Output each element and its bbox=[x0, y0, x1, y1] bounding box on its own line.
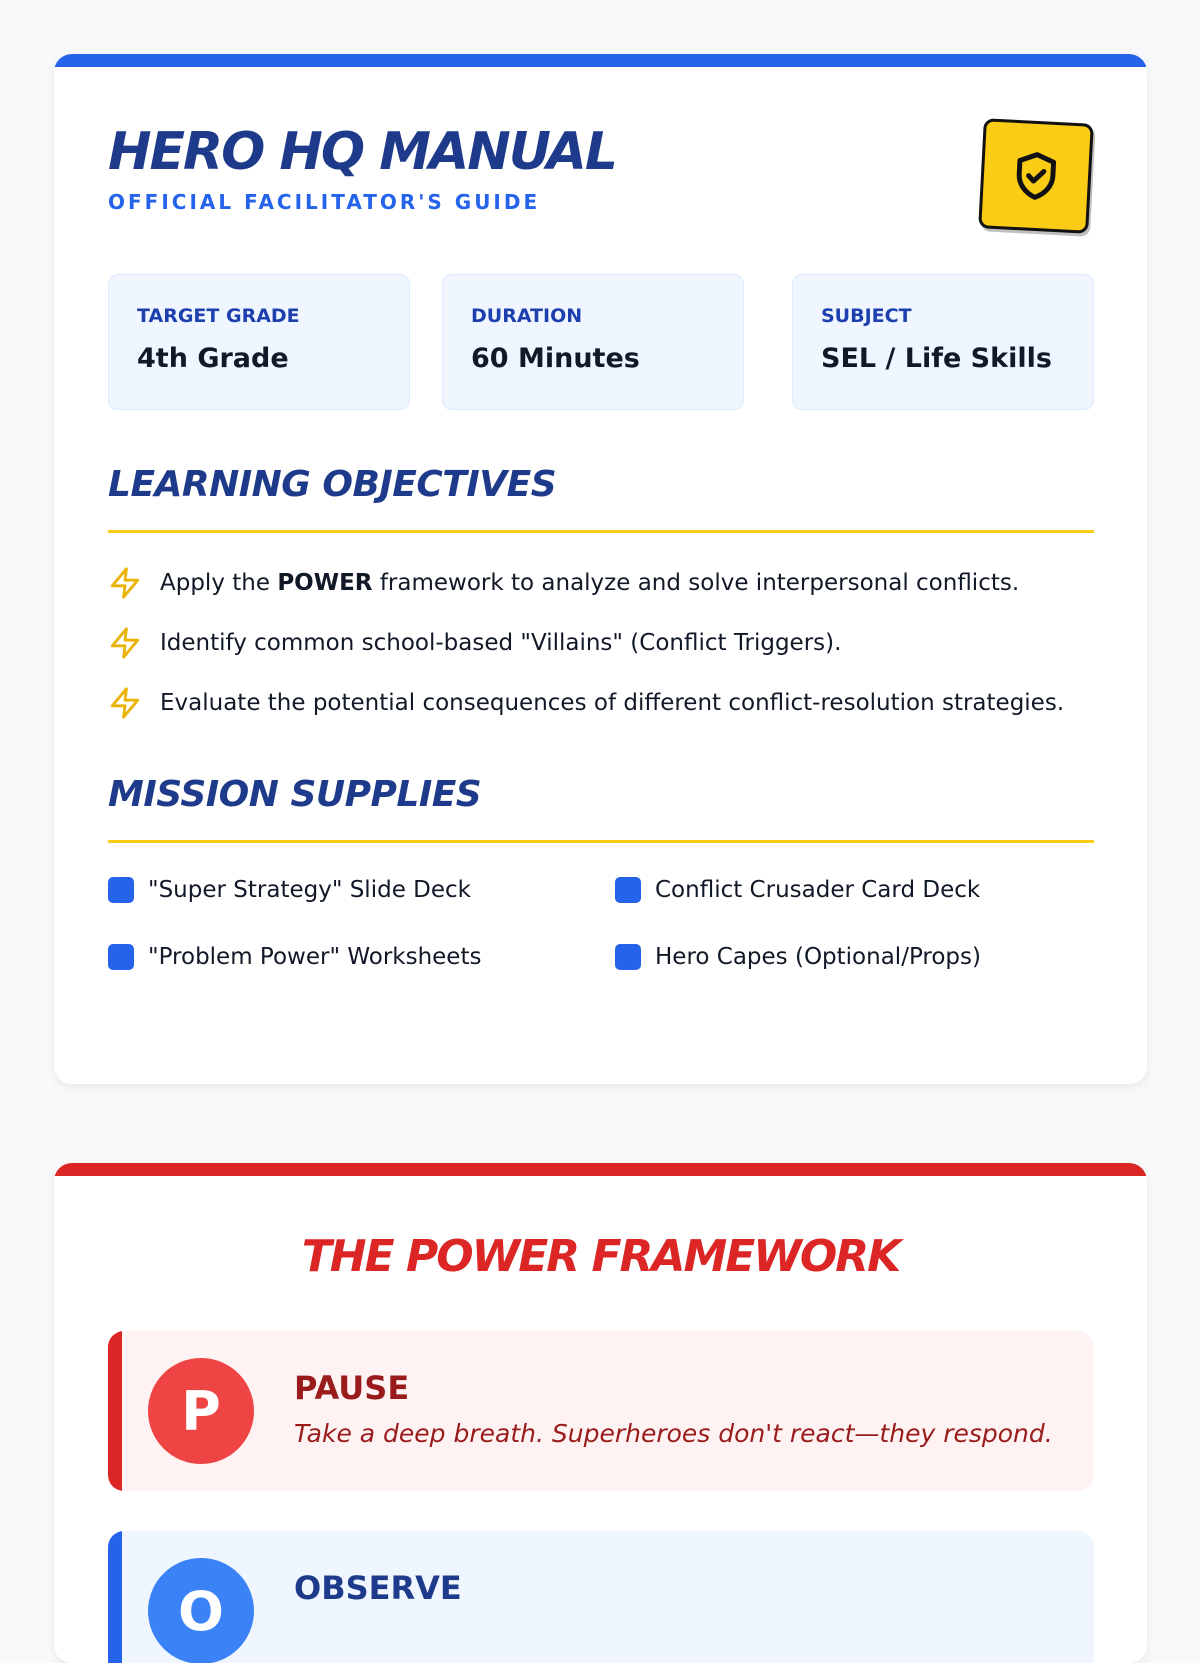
info-card-subject bbox=[792, 274, 1094, 410]
info-label: SUBJECT bbox=[821, 305, 912, 327]
card-top-bar bbox=[54, 54, 1147, 67]
objective-text: Identify common school-based "Villains" (Conflict Triggers). bbox=[160, 630, 842, 656]
objectives-heading: LEARNING OBJECTIVES bbox=[108, 464, 557, 505]
supplies-divider bbox=[108, 840, 1094, 843]
objective-text: Apply the POWER framework to analyze and solve interpersonal conflicts. bbox=[160, 570, 1020, 596]
lightning-icon bbox=[108, 686, 142, 720]
supply-text: Hero Capes (Optional/Props) bbox=[655, 944, 981, 970]
lightning-icon bbox=[108, 626, 142, 660]
info-value: 60 Minutes bbox=[471, 343, 640, 374]
step-letter: P bbox=[148, 1358, 254, 1464]
bullet-square bbox=[615, 944, 641, 970]
info-value: SEL / Life Skills bbox=[821, 343, 1052, 374]
step-name: OBSERVE bbox=[294, 1569, 462, 1607]
step-accent-bar bbox=[108, 1331, 122, 1491]
supply-item bbox=[615, 873, 980, 907]
supply-item bbox=[615, 940, 981, 974]
manual-title: HERO HQ MANUAL bbox=[108, 122, 616, 182]
objective-item bbox=[108, 683, 1094, 723]
step-accent-bar bbox=[108, 1531, 122, 1663]
info-label: TARGET GRADE bbox=[137, 305, 300, 327]
objective-item bbox=[108, 563, 1094, 603]
bullet-square bbox=[108, 877, 134, 903]
step-pause bbox=[108, 1331, 1094, 1491]
step-name: PAUSE bbox=[294, 1369, 410, 1407]
supply-text: "Problem Power" Worksheets bbox=[148, 944, 482, 970]
step-letter: O bbox=[148, 1558, 254, 1663]
card-top-bar bbox=[54, 1163, 1147, 1176]
objectives-divider bbox=[108, 530, 1094, 533]
supply-item bbox=[108, 940, 481, 974]
info-card-duration bbox=[442, 274, 744, 410]
manual-subtitle: OFFICIAL FACILITATOR'S GUIDE bbox=[108, 190, 541, 214]
bullet-square bbox=[108, 944, 134, 970]
step-observe bbox=[108, 1531, 1094, 1663]
objective-text: Evaluate the potential consequences of different conflict-resolution strategies. bbox=[160, 690, 1065, 716]
supply-text: "Super Strategy" Slide Deck bbox=[148, 877, 471, 903]
framework-card bbox=[54, 1163, 1147, 1663]
info-label: DURATION bbox=[471, 305, 583, 327]
step-description: Take a deep breath. Superheroes don't react—they respond. bbox=[294, 1419, 1053, 1448]
supply-item bbox=[108, 873, 471, 907]
manual-card bbox=[54, 54, 1147, 1084]
bullet-square bbox=[615, 877, 641, 903]
framework-title: THE POWER FRAMEWORK bbox=[301, 1231, 900, 1282]
supply-text: Conflict Crusader Card Deck bbox=[655, 877, 981, 903]
lightning-icon bbox=[108, 566, 142, 600]
shield-badge bbox=[978, 118, 1094, 234]
objective-item bbox=[108, 623, 1094, 663]
info-card-grade bbox=[108, 274, 410, 410]
supplies-heading: MISSION SUPPLIES bbox=[108, 774, 482, 815]
info-value: 4th Grade bbox=[137, 343, 289, 374]
shield-check-icon bbox=[1007, 145, 1064, 208]
